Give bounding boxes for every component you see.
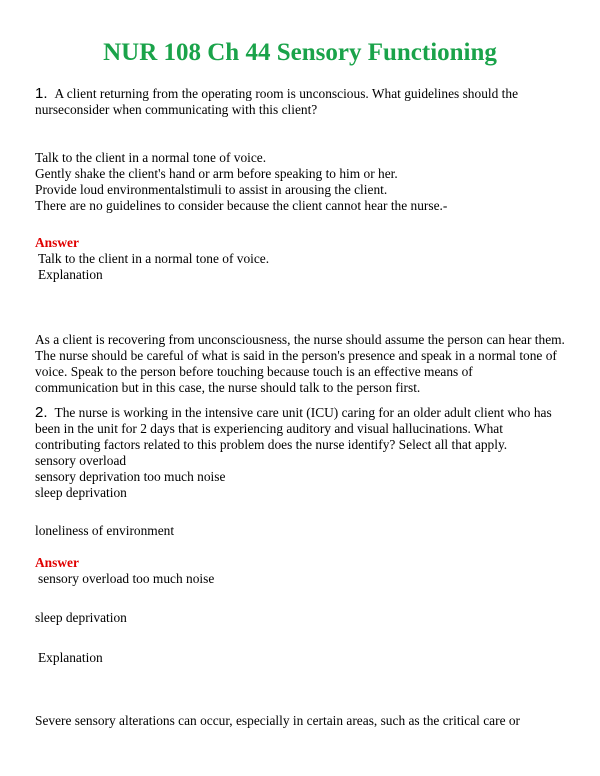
question-2-explanation-label-block	[35, 650, 570, 666]
question-2-explanation-label: Explanation	[38, 650, 103, 665]
question-1-text-line: nurseconsider when communicating with this client?	[35, 102, 318, 117]
question-2-explanation	[35, 713, 570, 729]
question-2-option-last	[35, 523, 570, 539]
question-2-text-line: been in the unit for 2 days that is experiencing auditory and visual hallucinations. What	[35, 421, 503, 436]
question-2-option: sensory deprivation too much noise	[35, 469, 226, 484]
question-1-stem	[35, 86, 570, 118]
question-1-option: Talk to the client in a normal tone of voice.	[35, 150, 267, 165]
question-2-text-line: The nurse is working in the intensive care unit (ICU) caring for an older adult client who has	[54, 405, 552, 420]
question-1-options	[35, 150, 570, 214]
question-2-answer-2	[35, 610, 570, 626]
question-2-stem	[35, 405, 570, 501]
question-2-text-line: contributing factors related to this problem does the nurse identify? Select all that apply.	[35, 437, 508, 452]
question-2-number: 2.	[35, 404, 48, 421]
question-2-option: sleep deprivation	[35, 485, 127, 500]
question-1-answer-label: Answer	[35, 235, 79, 250]
question-1-number: 1.	[35, 85, 48, 102]
question-1-explanation-label: Explanation	[38, 267, 103, 282]
explanation-line: As a client is recovering from unconsciousness, the nurse should assume the person can hear them.	[35, 332, 565, 347]
question-2-answer: sensory overload too much noise	[38, 571, 215, 586]
question-2-option: sensory overload	[35, 453, 127, 468]
question-1-option: Gently shake the client's hand or arm before speaking to him or her.	[35, 166, 398, 181]
document-title: NUR 108 Ch 44 Sensory Functioning	[103, 39, 497, 66]
question-2-answer-block	[35, 555, 570, 587]
question-2-answer: sleep deprivation	[35, 610, 127, 625]
question-1-option: Provide loud environmentalstimuli to assist in arousing the client.	[35, 182, 388, 197]
question-1-option: There are no guidelines to consider because the client cannot hear the nurse.-	[35, 198, 448, 213]
explanation-line: The nurse should be careful of what is said in the person's presence and speak in a normal tone of	[35, 348, 557, 363]
explanation-line: Severe sensory alterations can occur, especially in certain areas, such as the critical care or	[35, 713, 521, 728]
question-2-option: loneliness of environment	[35, 523, 175, 538]
question-2-answer-label: Answer	[35, 555, 79, 570]
question-1-explanation	[35, 332, 570, 396]
question-1-text-line: A client returning from the operating room is unconscious. What guidelines should the	[54, 86, 519, 101]
question-1-answer-block	[35, 235, 570, 283]
explanation-line: voice. Speak to the person before touching because touch is an effective means of	[35, 364, 473, 379]
question-1-answer: Talk to the client in a normal tone of voice.	[38, 251, 270, 266]
explanation-line: communication but in this case, the nurse should talk to the person first.	[35, 380, 421, 395]
